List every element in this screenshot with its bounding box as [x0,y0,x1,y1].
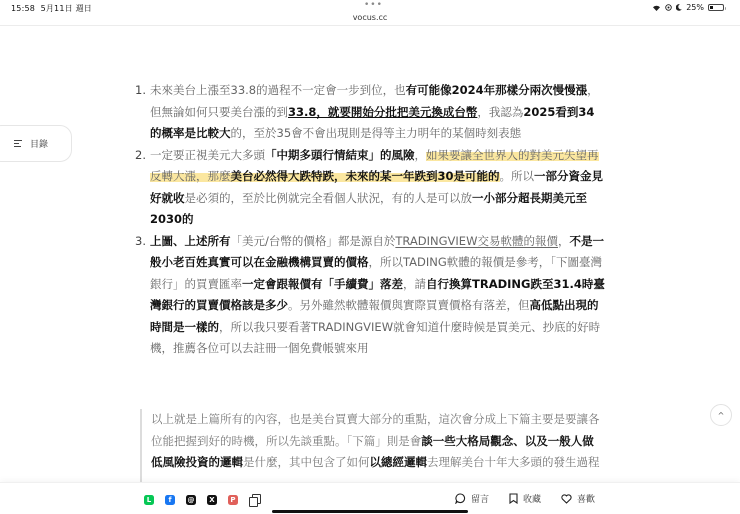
text-segment: 。另外雖然軟體報價與實際買賣價格有落差，但 [288,298,530,312]
text-segment: ，請 [403,276,426,291]
text-segment: 一部分資金見好就收 [150,169,604,205]
copy-link-icon[interactable] [249,494,259,505]
bookmark-label: 收藏 [523,495,542,505]
url-bar[interactable] [0,13,740,26]
text-segment: 一小部分超長期美元至2030的 [150,190,587,226]
heart-icon [561,494,572,504]
text-segment: 未來美台上漲至33.8的過程不一定會一步到位，也 [150,83,406,97]
url-domain: vocus.cc [352,13,388,22]
text-segment: ，我認為 [477,104,524,119]
battery-percent: 25% [686,3,704,12]
text-segment: 自行換算TRADING跌至31.4時臺灣銀行的買賣價格該是多少 [150,276,605,312]
status-icons [652,3,724,12]
battery-icon [708,4,724,11]
text-segment: 是必須的，至於比例就完全看個人狀況，有的人是可以放 [184,190,472,205]
list-item [135,80,605,145]
text-segment: 談一些大格局觀念、以及一般人做低風險投資的邏輯 [151,433,594,469]
text-segment: 的，至於35會不會出現則是得等主力明年的某個時刻表態 [230,126,522,140]
summary-quote [140,409,605,483]
like-label: 喜歡 [577,495,596,505]
home-indicator[interactable] [272,510,468,513]
toc-button[interactable] [0,125,72,162]
share-line-icon[interactable]: L [144,495,154,505]
bookmark-button[interactable] [509,492,541,505]
text-segment: 去理解美台十年大多頭的發生過程 [427,455,600,469]
list-item [135,145,605,231]
share-threads-icon[interactable]: @ [187,495,195,504]
browser-dots-menu[interactable]: ••• [364,0,383,10]
text-segment: 「中期多頭行情結束」的風險 [265,147,415,162]
comment-icon [455,493,466,504]
share-facebook-icon[interactable]: f [165,495,175,505]
article-actions [455,492,595,505]
text-segment: 上圖、上述所有 [150,233,231,248]
list-number: 2. [135,147,146,162]
text-segment: 以總經邏輯 [369,455,427,469]
comment-label: 留言 [471,495,490,505]
numbered-list [135,80,605,360]
text-link[interactable]: TRADINGVIEW交易軟體的報價 [395,233,558,248]
comment-button[interactable] [455,492,489,505]
text-segment: 有可能像2024年那樣分兩次慢慢漲 [405,83,588,97]
text-segment: ，所以我只要看著TRADINGVIEW就會知道什麼時候是買美元、抄底的好時機，推薦各位可以去註冊一個免費帳號來用 [150,319,601,355]
list-item [135,231,605,360]
moon-icon [676,4,682,11]
text-segment: 如果要讓全世界人的對美元失望再反轉大漲，那麼 [150,147,599,183]
text-segment: 一定要正視美元大多頭 [150,147,265,162]
text-segment: ， [557,233,570,248]
list-number: 1. [135,83,146,97]
text-segment: 美台必然得大跌特跌，未來的某一年跌到30是可能的 [230,169,500,183]
share-plurk-icon[interactable]: P [228,495,238,505]
text-segment: 是什麼，其中包含了如何 [243,455,370,469]
text-segment: 2025看到34的概率是比較大 [150,104,595,140]
bookmark-icon [509,493,518,504]
list-icon [14,140,22,147]
chevron-up-icon: ^ [717,410,725,420]
text-segment: ，但無論如何只要美台漲的到 [150,83,599,119]
text-segment: 一定會跟報價有「手續費」落差 [242,276,403,291]
status-bar [0,0,740,14]
wifi-icon [652,4,661,11]
article-body [135,80,605,360]
like-button[interactable] [561,492,595,505]
toc-label: 目錄 [29,140,48,150]
text-segment: ， [414,147,426,162]
text-segment: 。所以 [499,169,535,183]
scroll-top-button[interactable] [710,404,732,426]
text-segment: 不是一般小老百姓真實可以在金融機構買賣的價格 [150,233,604,269]
text-segment: 高低點出現的時間是一樣的 [150,298,599,334]
lock-rotation-icon [665,4,672,11]
text-segment: 以上就是上篇所有的內容，也是美台買賣大部分的重點，這次會分成上下篇主要是要讓各位能把握到好的時機，所以先談重點。「下篇」則是會 [151,412,600,448]
text-segment: 33.8，就要開始分批把美元換成台幣 [288,104,478,119]
list-number: 3. [135,233,146,248]
text-segment: ，所以TADING軟體的報價是參考，「下圖臺灣銀行」的買賣匯率 [150,255,603,291]
status-time: 15:58 5月11日 週日 [11,4,92,13]
bottom-action-bar [0,482,740,514]
text-segment: 「美元/台幣的價格」都是源自於 [230,233,396,248]
share-buttons [144,494,259,505]
share-x-icon[interactable]: X [207,495,217,505]
